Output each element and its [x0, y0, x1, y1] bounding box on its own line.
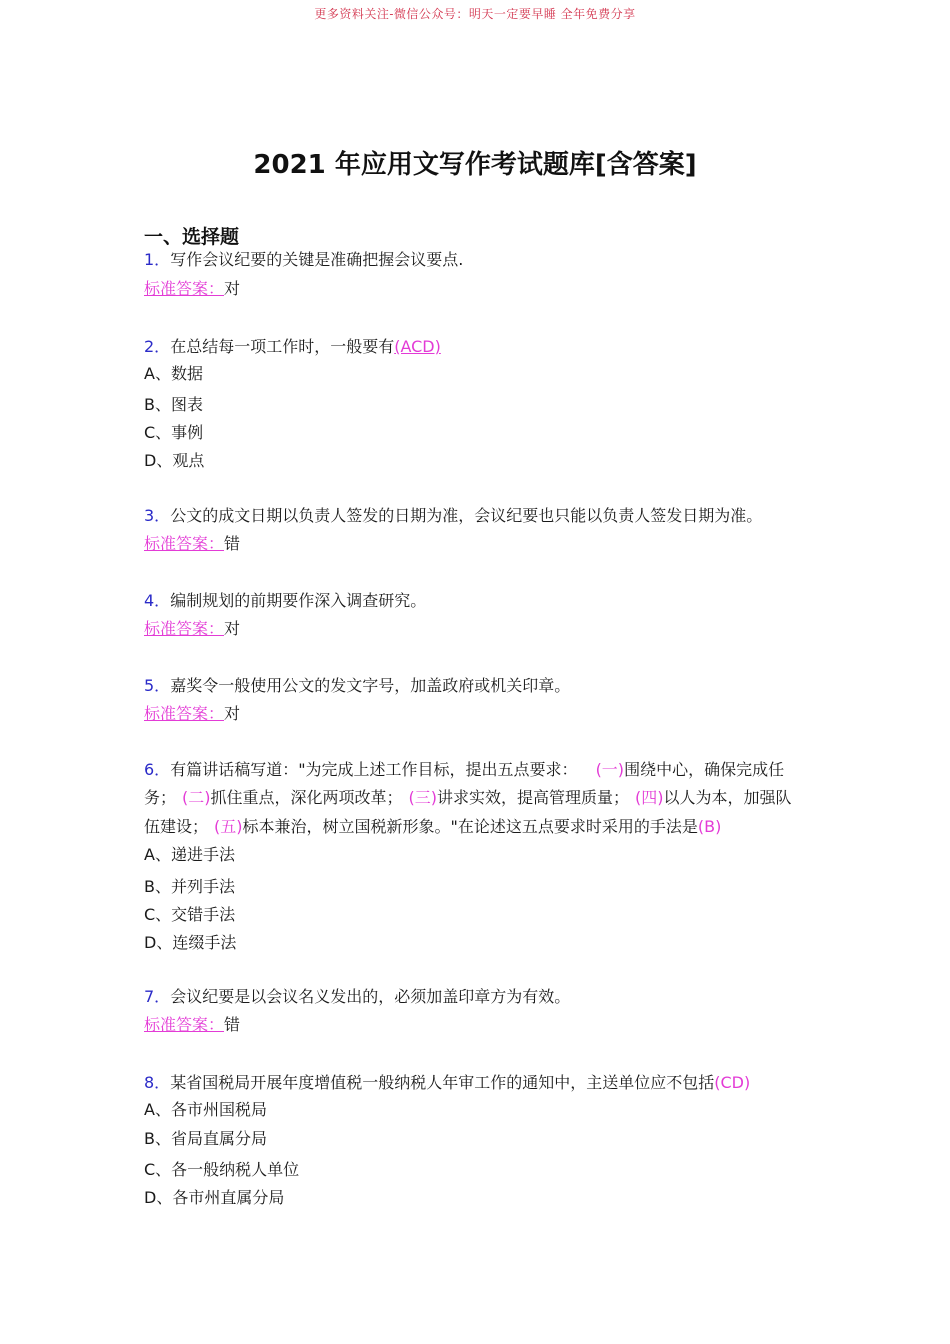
option: C、交错手法 [144, 905, 236, 924]
option: B、图表 [144, 395, 203, 414]
question-number: 3． [144, 506, 171, 525]
question-number: 1． [144, 250, 171, 269]
option: B、省局直属分局 [144, 1129, 267, 1148]
header-watermark: 更多资料关注-微信公众号：明天一定要早睡 全年免费分享 [314, 7, 636, 21]
option: D、观点 [144, 451, 205, 470]
enumeration-marker: (五) [214, 817, 243, 836]
option: D、各市州直属分局 [144, 1188, 285, 1207]
question-5 [144, 675, 570, 697]
answer-value: 错 [224, 534, 241, 553]
answer-label: 标准答案： [144, 534, 225, 553]
answer-key: (ACD) [394, 337, 441, 356]
question-6-line-3 [144, 816, 721, 838]
answer-7 [144, 1014, 240, 1036]
question-number: 6． [144, 760, 171, 779]
question-text: 围绕中心，确保完成任 [624, 760, 785, 779]
question-number: 5． [144, 676, 171, 695]
question-1 [144, 249, 463, 271]
answer-value: 对 [224, 704, 241, 723]
question-text: 会议纪要是以会议名义发出的，必须加盖印章方为有效。 [170, 987, 571, 1006]
answer-key: (CD) [714, 1073, 751, 1092]
answer-value: 对 [224, 279, 241, 298]
answer-value: 对 [224, 619, 241, 638]
question-number: 2． [144, 337, 171, 356]
option: B、并列手法 [144, 877, 235, 896]
answer-label: 标准答案： [144, 704, 225, 723]
question-text: 务； [144, 788, 177, 807]
option: A、递进手法 [144, 845, 235, 864]
question-6-line-1 [144, 759, 784, 781]
answer-4 [144, 618, 240, 640]
question-text: 某省国税局开展年度增值税一般纳税人年审工作的通知中，主送单位应不包括 [170, 1073, 715, 1092]
question-text: 编制规划的前期要作深入调查研究。 [170, 591, 427, 610]
question-text: 嘉奖令一般使用公文的发文字号，加盖政府或机关印章。 [170, 676, 571, 695]
option: C、事例 [144, 423, 204, 442]
question-7 [144, 986, 570, 1008]
question-text: 以人为本，加强队 [663, 788, 792, 807]
question-text: 伍建设； [144, 817, 209, 836]
section-heading: 一、选择题 [144, 226, 240, 248]
answer-1 [144, 278, 240, 300]
answer-label: 标准答案： [144, 279, 225, 298]
question-4 [144, 590, 426, 612]
answer-value: 错 [224, 1015, 241, 1034]
answer-key: (B) [697, 817, 722, 836]
question-text: 讲求实效，提高管理质量； [437, 788, 630, 807]
enumeration-marker: (一) [595, 760, 625, 779]
enumeration-marker: (二) [182, 788, 211, 807]
question-text: 标本兼治，树立国税新形象。"在论述这五点要求时采用的手法是 [242, 817, 698, 836]
option: A、各市州国税局 [144, 1100, 267, 1119]
question-text: 写作会议纪要的关键是准确把握会议要点. [170, 250, 464, 269]
option: D、连缀手法 [144, 933, 237, 952]
question-8 [144, 1072, 750, 1094]
question-text: 在总结每一项工作时，一般要有 [170, 337, 395, 356]
option: A、数据 [144, 364, 203, 383]
document-title: 2021 年应用文写作考试题库[含答案] [253, 150, 697, 180]
answer-5 [144, 703, 240, 725]
question-text: 抓住重点，深化两项改革； [210, 788, 403, 807]
enumeration-marker: (三) [408, 788, 438, 807]
question-number: 4． [144, 591, 171, 610]
question-2 [144, 336, 441, 358]
enumeration-marker: (四) [635, 788, 664, 807]
option: C、各一般纳税人单位 [144, 1160, 300, 1179]
question-text: 有篇讲话稿写道："为完成上述工作目标，提出五点要求： [170, 760, 578, 779]
answer-3 [144, 533, 240, 555]
question-6-line-2 [144, 787, 792, 809]
question-3 [144, 505, 762, 527]
question-number: 7． [144, 987, 171, 1006]
question-text: 公文的成文日期以负责人签发的日期为准，会议纪要也只能以负责人签发日期为准。 [170, 506, 763, 525]
answer-label: 标准答案： [144, 1015, 225, 1034]
question-number: 8． [144, 1073, 171, 1092]
answer-label: 标准答案： [144, 619, 225, 638]
